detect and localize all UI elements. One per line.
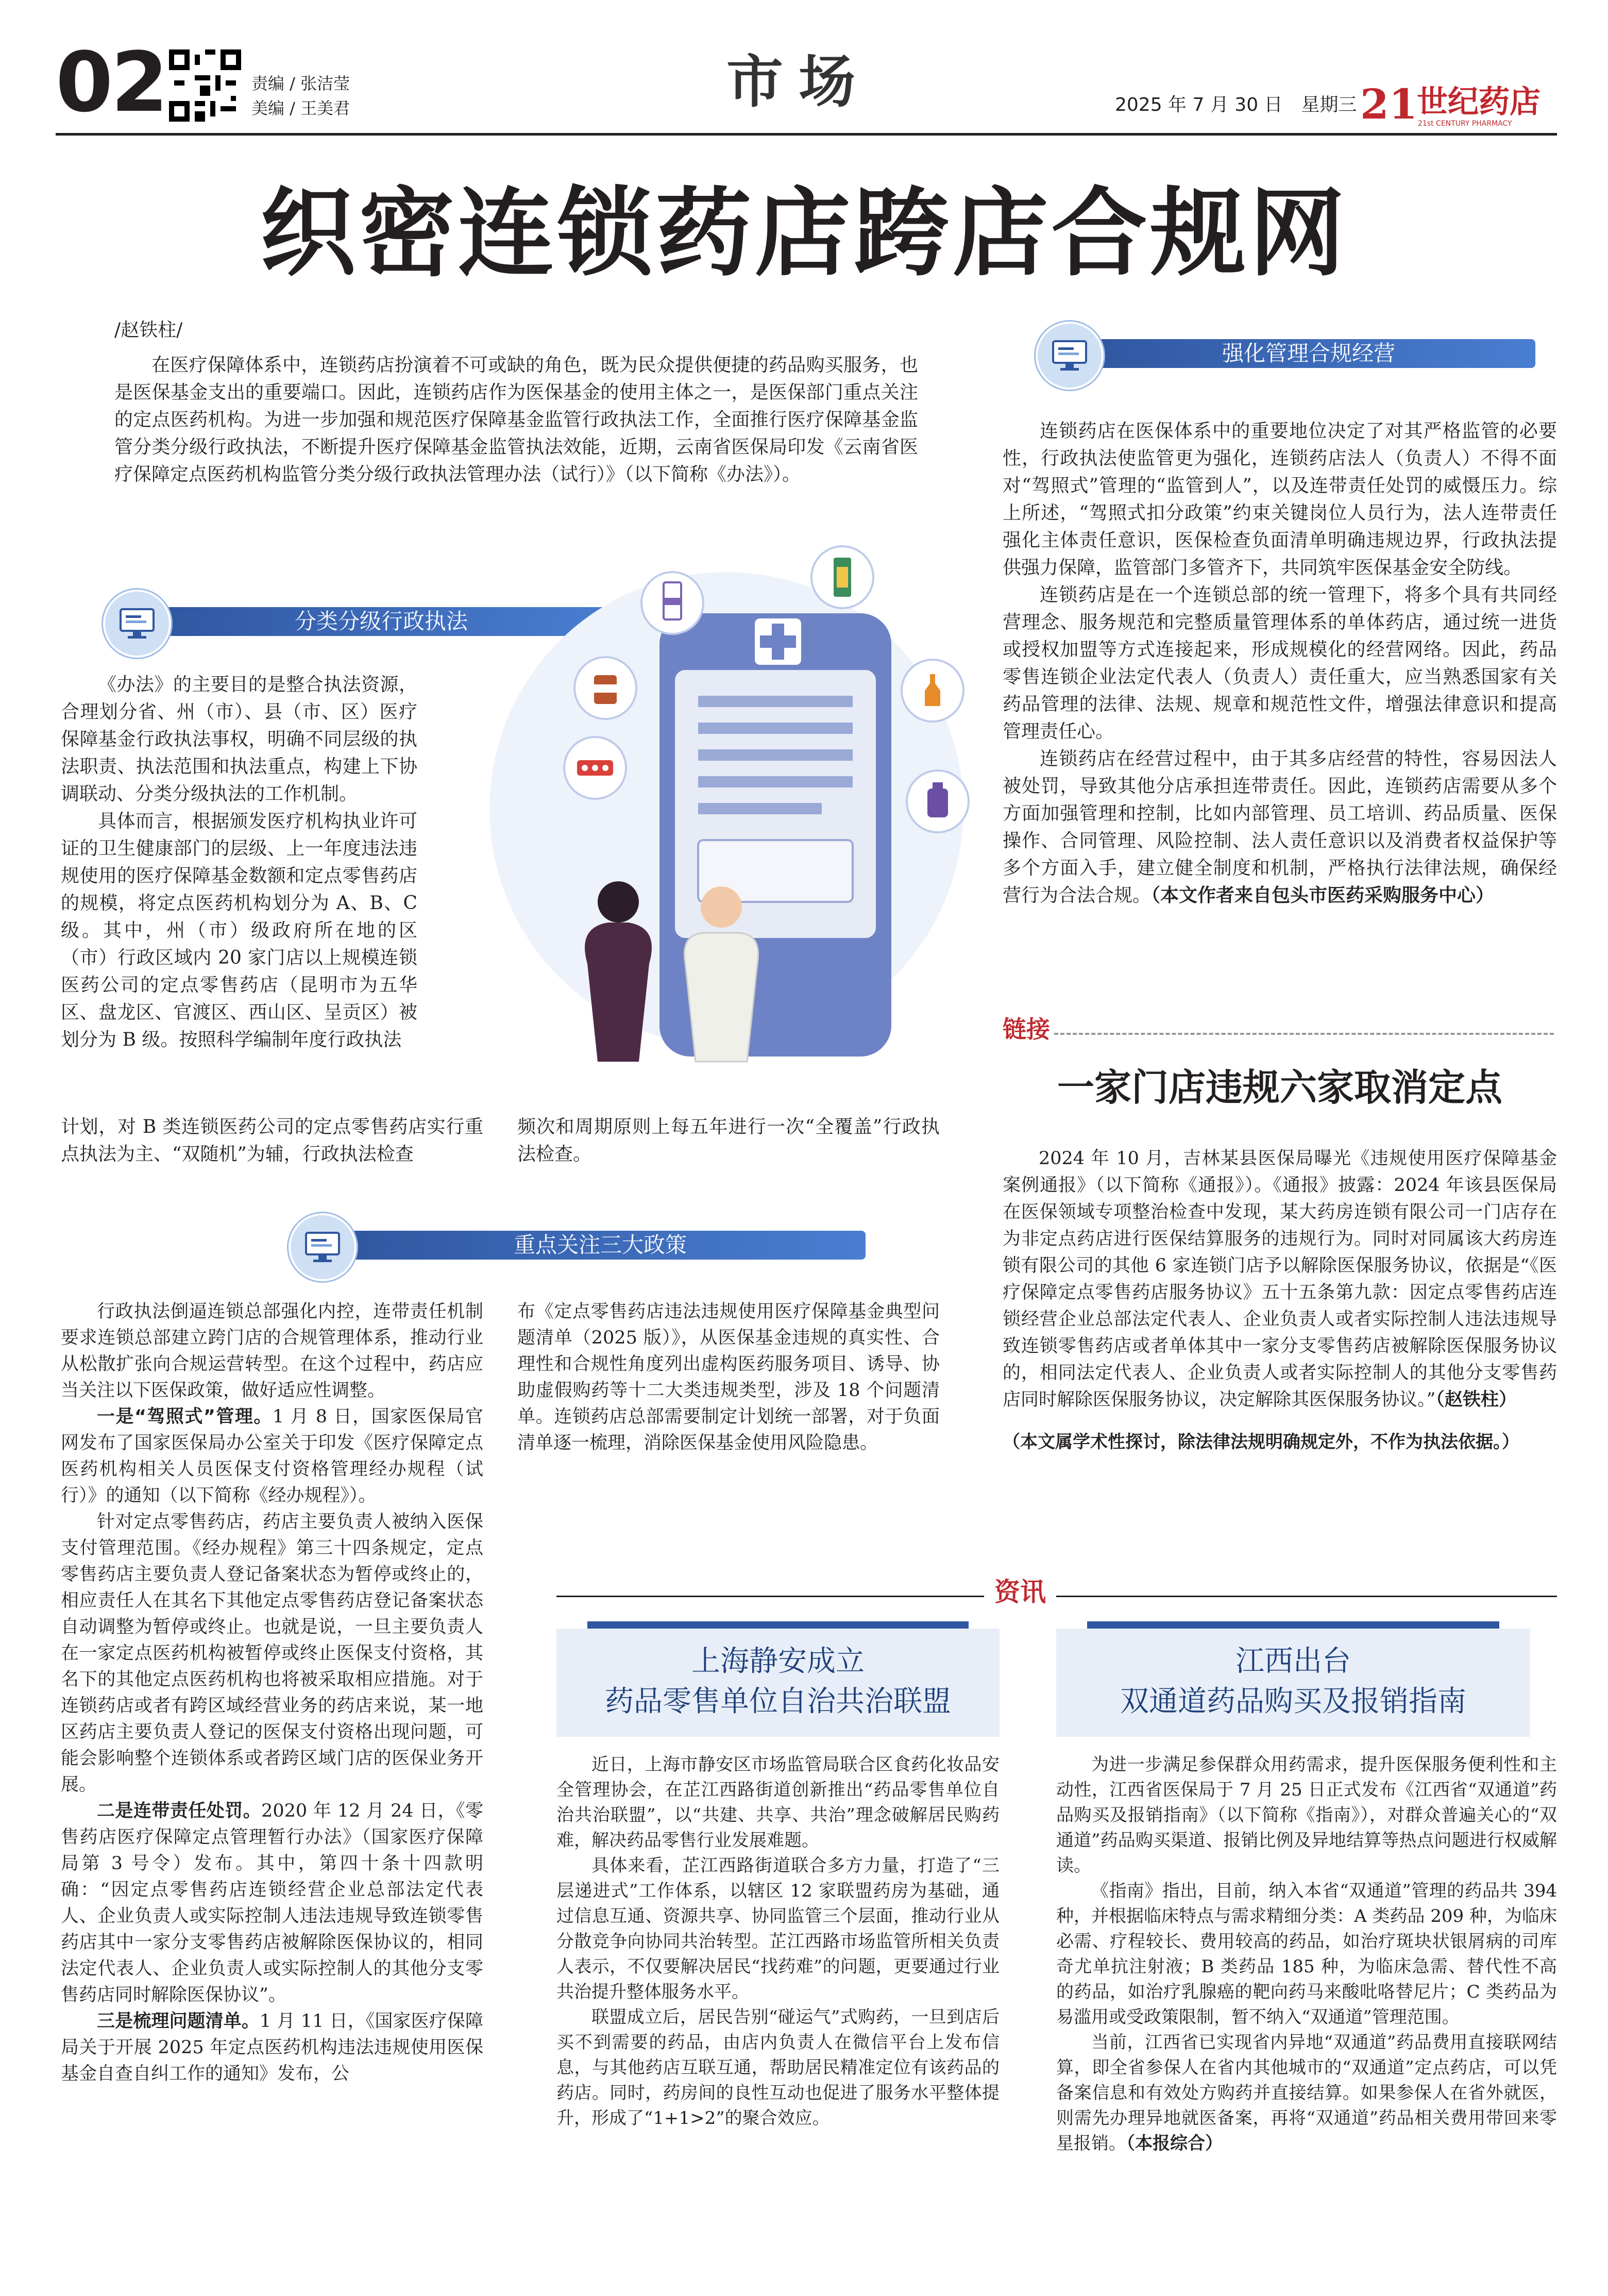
issue-date: 2025 年 7 月 30 日 星期三 — [1115, 94, 1357, 115]
news-title-box-2 — [1056, 1629, 1530, 1737]
designer-name: 美编 / 王美君 — [251, 98, 350, 118]
news1-paragraph: 近日，上海市静安区市场监管局联合区食药化妆品安全管理协会，在芷江西路街道创新推出“药品零售单位自治共治联盟”，以“共建、共享、共治”理念破解居民购药难，解决药品零售行业发展难题。 — [556, 1754, 1000, 1851]
link-headline: 一家门店违规六家取消定点 — [1057, 1066, 1502, 1109]
editor-name: 责编 / 张洁莹 — [251, 74, 350, 93]
news1-title-line2: 药品零售单位自治共治联盟 — [605, 1685, 951, 1718]
editor-credits — [251, 71, 350, 121]
banner-heading: 分类分级行政执法 — [149, 607, 613, 636]
monitor-icon — [103, 590, 171, 658]
title-tab — [587, 1621, 969, 1629]
sec3-paragraph: 行政执法倒逼连锁总部强化内控，连带责任机制要求连锁总部建立跨门店的合规管理体系，推动行业从松散扩张向合规运营转型。在这个过程中，药店应当关注以下医保政策，做好适应性调整。 — [61, 1301, 483, 1401]
sec2-paragraph: 连锁药店在医保体系中的重要地位决定了对其严格监管的必要性，行政执法使监管更为强化，连锁药店法人（负责人）不得不面对“驾照式”管理的“监管到人”，以及连带责任处罚的威慑压力。综上所述，“驾照式扣分政策”约束关键岗位人员行为，法人连带责任强化主体责任意识，医保检查负面清单明确违规边界，行政执法提供强力保障，监管部门多管齐下，共同筑牢医保基金安全防线。 — [1003, 421, 1557, 578]
sec3-paragraph — [61, 1798, 483, 2008]
sec3-lead: 二是连带责任处罚。 — [97, 1801, 262, 1821]
sec2-paragraph: 连锁药店是在一个连锁总部的统一管理下，将多个具有共同经营理念、服务规范和完整质量管理体系的单体药店，通过统一进货或授权加盟等方式连接起来，形成规模化的经营网络。因此，药品零售连锁企业法定代表人（负责人）责任重大，应当熟悉国家有关药品管理的法律、法规、规章和规范性文件，增强法律意识和提高管理责任心。 — [1003, 584, 1557, 742]
sec3-text: 1 月 11 日，《国家医疗保障局关于开展 2025 年定点医药机构违法违规使用医保基金自查自纠工作的通知》发布，公 — [61, 2011, 483, 2084]
sec2-paragraph — [1003, 745, 1557, 909]
link-byline: （赵铁柱） — [1435, 1389, 1517, 1410]
intro-paragraph: 在医疗保障体系中，连锁药店扮演着不可或缺的角色，既为民众提供便捷的药品购买服务，也是医保基金支出的重要端口。因此，连锁药店作为医保基金的使用主体之一，是医保部门重点关注的定点医药机构。为进一步加强和规范医疗保障基金监管行政执法工作，全面推行医疗保障基金监管分类分级行政执法，不断提升医疗保障基金监管执法效能，近期，云南省医保局印发《云南省医疗保障定点医药机构监管分类分级行政执法管理办法（试行）》（以下简称《办法》）。 — [114, 355, 918, 485]
sec3-lead: 一是“驾照式”管理。 — [97, 1406, 273, 1427]
svg-text:21st CENTURY PHARMACY: 21st CENTURY PHARMACY — [1418, 120, 1512, 128]
sec3-paragraph: 针对定点零售药店，药店主要负责人被纳入医保支付管理范围。《经办规程》第三十四条规定，定点零售药店主要负责人登记备案状态为暂停或终止的，相应责任人在其名下其他定点零售药店登记备案状态自动调整为暂停或终止。也就是说，一旦主要负责人在一家定点医药机构被暂停或终止医保支付资格，其名下的其他定点医药机构也将被采取相应措施。对于连锁药店或者有跨区域经营业务的药店来说，某一地区药店主要负责人登记的医保支付资格出现问题，可能会影响整个连锁体系或者跨区域门店的医保业务开展。 — [61, 1512, 483, 1795]
sec3-paragraph — [61, 2008, 483, 2087]
illustration-phone-pharmacy — [417, 521, 1000, 1103]
sec1-paragraph: 《办法》的主要目的是整合执法资源，合理划分省、州（市）、县（市、区）医疗保障基金行政执法事权，明确不同层级的执法职责、执法范围和执法重点，构建上下协调联动、分类分级执法的工作机制。 — [61, 674, 417, 805]
link-column — [1003, 1145, 1557, 1455]
svg-text:21: 21 — [1360, 80, 1418, 128]
section-banner-3 — [289, 1227, 866, 1264]
news-divider — [556, 1596, 1557, 1597]
sec2-column — [1003, 417, 1557, 909]
news2-title-line2: 双通道药品购买及报销指南 — [1120, 1685, 1466, 1718]
link-divider — [1054, 1033, 1554, 1035]
page-number: 02 — [56, 34, 166, 130]
news2-column — [1056, 1752, 1557, 2156]
byline: /赵铁柱/ — [114, 320, 183, 341]
sec3-text: 1 月 8 日，国家医保局官网发布了国家医保局办公室关于印发《医疗保障定点医药机构相关人员医保支付资格管理经办规程（试行）》的通知（以下简称《经办规程》）。 — [61, 1406, 483, 1506]
link-label: 链接 — [1003, 1015, 1050, 1043]
news2-text: 当前，江西省已实现省内异地“双通道”药品费用直接联网结算，即全省参保人在省内其他城市的“双通道”定点药店，可以凭备案信息和有效处方购药并直接结算。如果参保人在省外就医，则需先办理异地就医备案，再将“双通道”药品相关费用带回来零星报销。 — [1056, 2032, 1557, 2154]
sec1-continuation-right — [517, 1113, 940, 1168]
sec3-paragraph: 布《定点零售药店违法违规使用医疗保障基金典型问题清单（2025 版）》，从医保基金违规的真实性、合理性和合规性角度列出虚构医药服务项目、诱导、协助虚假购药等十二大类违规类型，涉及 18 个问题清单。连锁药店总部需要制定计划统一部署，对于负面清单逐一梳理，消除医保基金使用风险隐患。 — [517, 1301, 940, 1453]
news-title-box-1 — [556, 1629, 1000, 1737]
header-rule — [56, 133, 1557, 136]
sec1-paragraph: 频次和周期原则上每五年进行一次“全覆盖”行政执法检查。 — [517, 1116, 940, 1165]
monitor-icon — [1036, 322, 1104, 390]
intro-text — [114, 351, 918, 488]
sec3-lead: 三是梳理问题清单。 — [97, 2011, 260, 2032]
section-banner-2 — [1036, 335, 1535, 372]
news1-paragraph: 联盟成立后，居民告别“碰运气”式购药，一旦到店后买不到需要的药品，由店内负责人在微信平台上发布信息，与其他药店互联互通，帮助居民精准定位有该药品的药店。同时，药房间的良性互动也促进了服务水平整体提升，形成了“1+1>2”的聚合效应。 — [556, 2007, 1000, 2129]
sec1-column — [61, 671, 417, 1053]
news2-paragraph: 《指南》指出，目前，纳入本省“双通道”管理的药品共 394 种，并根据临床特点与需求精细分类：A 类药品 209 种，为临床必需、疗程较长、费用较高的药品，如治疗斑块状银屑病的司库奇尤单抗注射液；B 类药品 185 种，为临床急需、替代性不高的药品，如治疗乳腺癌的靶向药马来酸吡咯替尼片；C 类药品为易滥用或受政策限制，暂不纳入“双通道”管理范围。 — [1056, 1881, 1557, 2027]
page-title: 织密连锁药店跨店合规网 — [260, 177, 1348, 289]
disclaimer: （本文属学术性探讨，除法律法规明确规定外，不作为执法依据。） — [1003, 1432, 1519, 1452]
svg-text:世纪药店: 世纪药店 — [1417, 84, 1541, 120]
sec1-continuation-left — [61, 1113, 483, 1168]
sec3-column-right — [517, 1299, 940, 1456]
sec3-paragraph — [61, 1404, 483, 1509]
news1-paragraph: 具体来看，芷江西路街道联合多方力量，打造了“三层递进式”工作体系，以辖区 12 家联盟药房为基础，通过信息互通、资源共享、协同监管三个层面，推动行业从分散竞争向协同共治转型。芷江西路市场监管所相关负责人表示，不仅要解决居民“找药难”的问题，更要通过行业共治提升整体服务水平。 — [556, 1855, 1000, 2002]
sec3-column-left — [61, 1299, 483, 2087]
section-name: 市场 — [726, 48, 871, 115]
news-label: 资讯 — [984, 1574, 1056, 1610]
news1-title-line1: 上海静安成立 — [691, 1645, 865, 1678]
sec3-text: 2020 年 12 月 24 日，《零售药店医疗保障定点管理暂行办法》（国家医疗保障局第 3 号令）发布。其中，第四十条十四款明确：“因定点零售药店连锁经营企业总部法定代表人、企业负责人或实际控制人违法违规导致连锁零售药店其中一家分支零售药店被解除医保协议的，相同法定代表人、企业负责人或实际控制人的其他分支零售药店同时解除医保协议”。 — [61, 1801, 483, 2005]
news2-title-line1: 江西出台 — [1235, 1645, 1351, 1678]
sec1-paragraph: 具体而言，根据颁发医疗机构执业许可证的卫生健康部门的层级、上一年度违法违规使用的医疗保障基金数额和定点零售药店的规模，将定点医药机构划分为 A、B、C 级。其中，州（市）级政府所在地的区（市）行政区域内 20 家门店以上规模连锁医药公司的定点零售药店（昆明市为五华区、盘龙区、官渡区、西山区、呈贡区）被划分为 B 级。按照科学编制年度行政执法 — [61, 811, 417, 1050]
link-paragraph — [1003, 1145, 1557, 1413]
sec1-paragraph: 计划，对 B 类连锁医药公司的定点零售药店实行重点执法为主、“双随机”为辅，行政执法检查 — [61, 1116, 483, 1165]
link-body: 2024 年 10 月，吉林某县医保局曝光《违规使用医疗保障基金案例通报》（以下简称《通报》）。《通报》披露：2024 年该县医保局在医保领域专项整治检查中发现，某大药房连锁有限公司一门店存在为非定点药店进行医保结算服务的违规行为。同时对同属该大药房连锁有限公司的其他 6 家连锁门店予以解除医保服务协议，依据是“《医疗保障定点零售药店服务协议》五十五条第九款：因定点零售药店连锁经营企业总部法定代表人、企业负责人或者实际控制人违法违规导致连锁零售药店或者单体其中一家分支零售药店被解除医保服务协议的，相同法定代表人、企业负责人或者实际控制人的其他分支零售药店同时解除医保服务协议，决定解除其医保服务协议。” — [1003, 1148, 1557, 1410]
news2-paragraph: 为进一步满足参保群众用药需求，提升医保服务便利性和主动性，江西省医保局于 7 月 25 日正式发布《江西省“双通道”药品购买及报销指南》（以下简称《指南》），对群众普遍关心的“双通道”药品购买渠道、报销比例及异地结算等热点问题进行权威解读。 — [1056, 1754, 1557, 1876]
title-tab — [1087, 1621, 1499, 1629]
news2-note: （本报综合） — [1126, 2133, 1223, 2154]
sec2-p3-text: 连锁药店在经营过程中，由于其多店经营的特性，容易因法人被处罚，导致其他分店承担连带责任。因此，连锁药店需要从多个方面加强管理和控制，比如内部管理、员工培训、药品质量、医保操作、合同管理、风险控制、法人责任意识以及消费者权益保护等多个方面入手，建立健全制度和机制，严格执行法律法规，确保经营行为合法合规。 — [1003, 748, 1557, 906]
news2-paragraph — [1056, 2030, 1557, 2156]
newspaper-logo — [1360, 72, 1556, 134]
qr-code-icon — [169, 49, 241, 122]
author-note: （本文作者来自包头市医药采购服务中心） — [1151, 885, 1495, 906]
banner-heading: 重点关注三大政策 — [335, 1231, 866, 1260]
news1-column — [556, 1752, 1000, 2131]
monitor-icon — [289, 1213, 357, 1281]
banner-heading: 强化管理合规经营 — [1082, 339, 1535, 368]
